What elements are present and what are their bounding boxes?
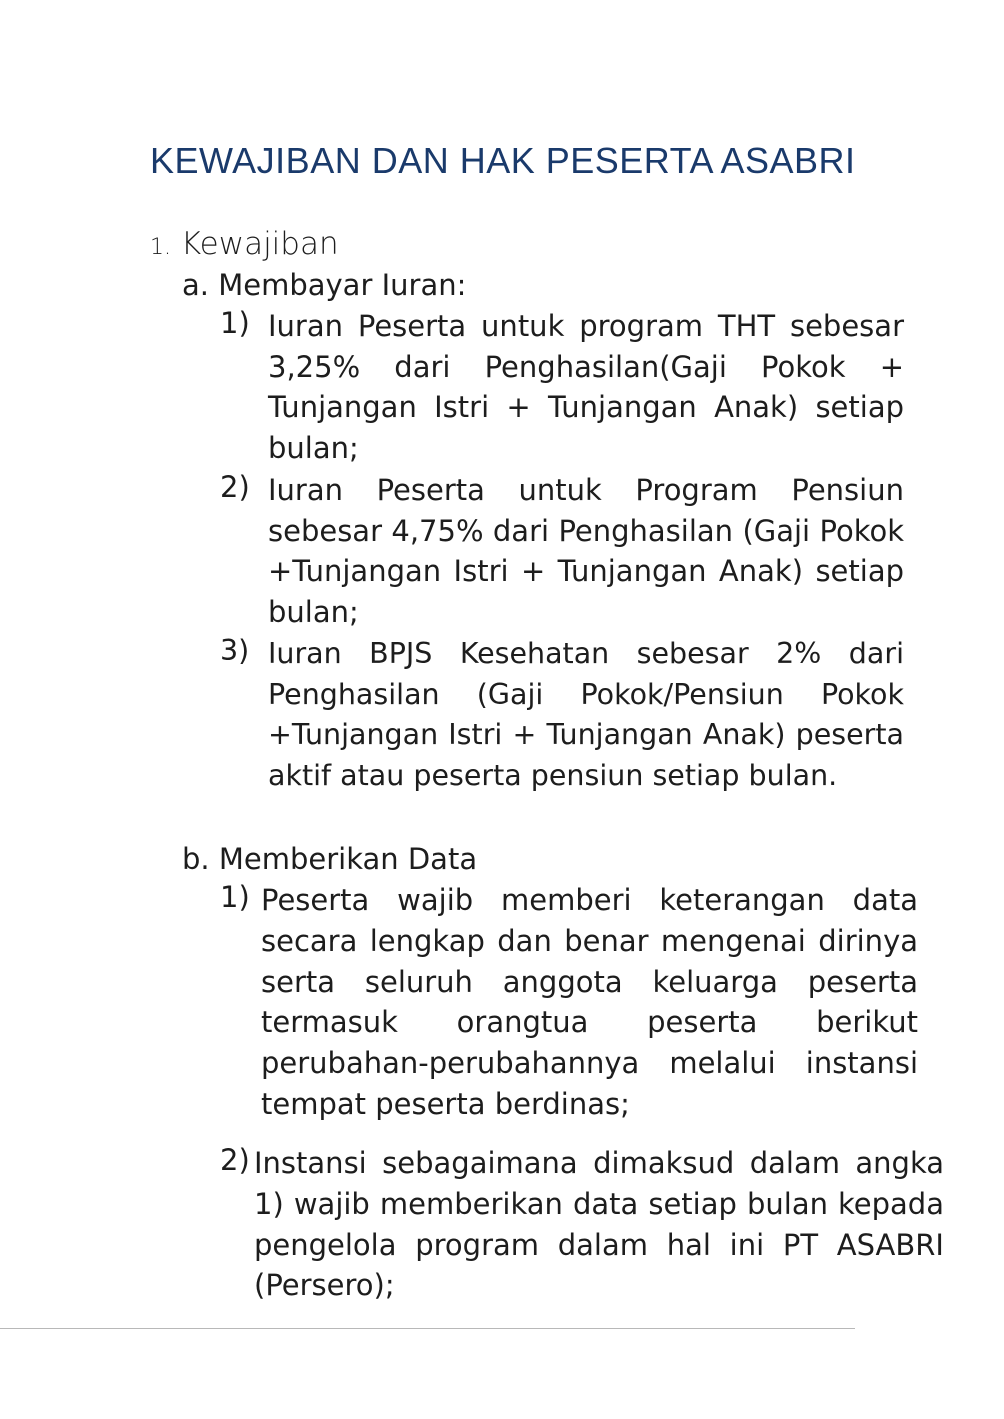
list-item-text: Peserta wajib memberi keterangan data secara lengkap dan benar mengenai dirinya serta seluruh anggota keluarga peserta termasuk orangtua peserta berikut perubahan-perubahannya melalui instansi tempat peserta berdinas; bbox=[261, 883, 918, 1121]
subsection-a-title: Membayar Iuran: bbox=[218, 268, 467, 302]
list-item-text: Iuran Peserta untuk program THT sebesar 3,25% dari Penghasilan(Gaji Pokok + Tunjangan Istri + Tunjangan Anak) setiap bulan; bbox=[268, 309, 904, 465]
list-marker: 3) bbox=[220, 634, 250, 667]
subsection-a-label: a. bbox=[182, 268, 209, 302]
list-item-text: Instansi sebagaimana dimaksud dalam angka 1) wajib memberikan data setiap bulan kepada pengelola program dalam hal ini PT ASABRI (Persero); bbox=[254, 1146, 944, 1303]
section-kewajiban-heading bbox=[150, 224, 339, 268]
list-marker: 2) bbox=[220, 470, 250, 504]
section-heading: Kewajiban bbox=[180, 226, 339, 262]
list-marker: 1) bbox=[220, 880, 250, 914]
subsection-b-heading bbox=[182, 839, 477, 879]
list-item-b2 bbox=[220, 1143, 944, 1307]
list-item-b1 bbox=[220, 880, 918, 1126]
list-item-a2 bbox=[220, 470, 904, 632]
subsection-b-label: b. bbox=[182, 842, 210, 876]
list-item-a1 bbox=[220, 306, 904, 468]
subsection-b-title: Memberikan Data bbox=[218, 842, 478, 876]
subsection-a-heading bbox=[182, 265, 466, 305]
list-marker: 1) bbox=[220, 306, 250, 340]
footer-divider bbox=[0, 1328, 855, 1329]
list-marker: 2) bbox=[220, 1143, 250, 1177]
list-item-text: Iuran Peserta untuk Program Pensiun sebesar 4,75% dari Penghasilan (Gaji Pokok +Tunjangan Istri + Tunjangan Anak) setiap bulan; bbox=[268, 473, 904, 629]
list-item-text: Iuran BPJS Kesehatan sebesar 2% dari Penghasilan (Gaji Pokok/Pensiun Pokok +Tunjangan Istri + Tunjangan Anak) peserta aktif atau peserta pensiun setiap bulan. bbox=[268, 637, 904, 792]
page-title: KEWAJIBAN DAN HAK PESERTA ASABRI bbox=[150, 140, 856, 181]
section-number: 1. bbox=[150, 235, 171, 260]
list-item-a3 bbox=[220, 634, 904, 796]
